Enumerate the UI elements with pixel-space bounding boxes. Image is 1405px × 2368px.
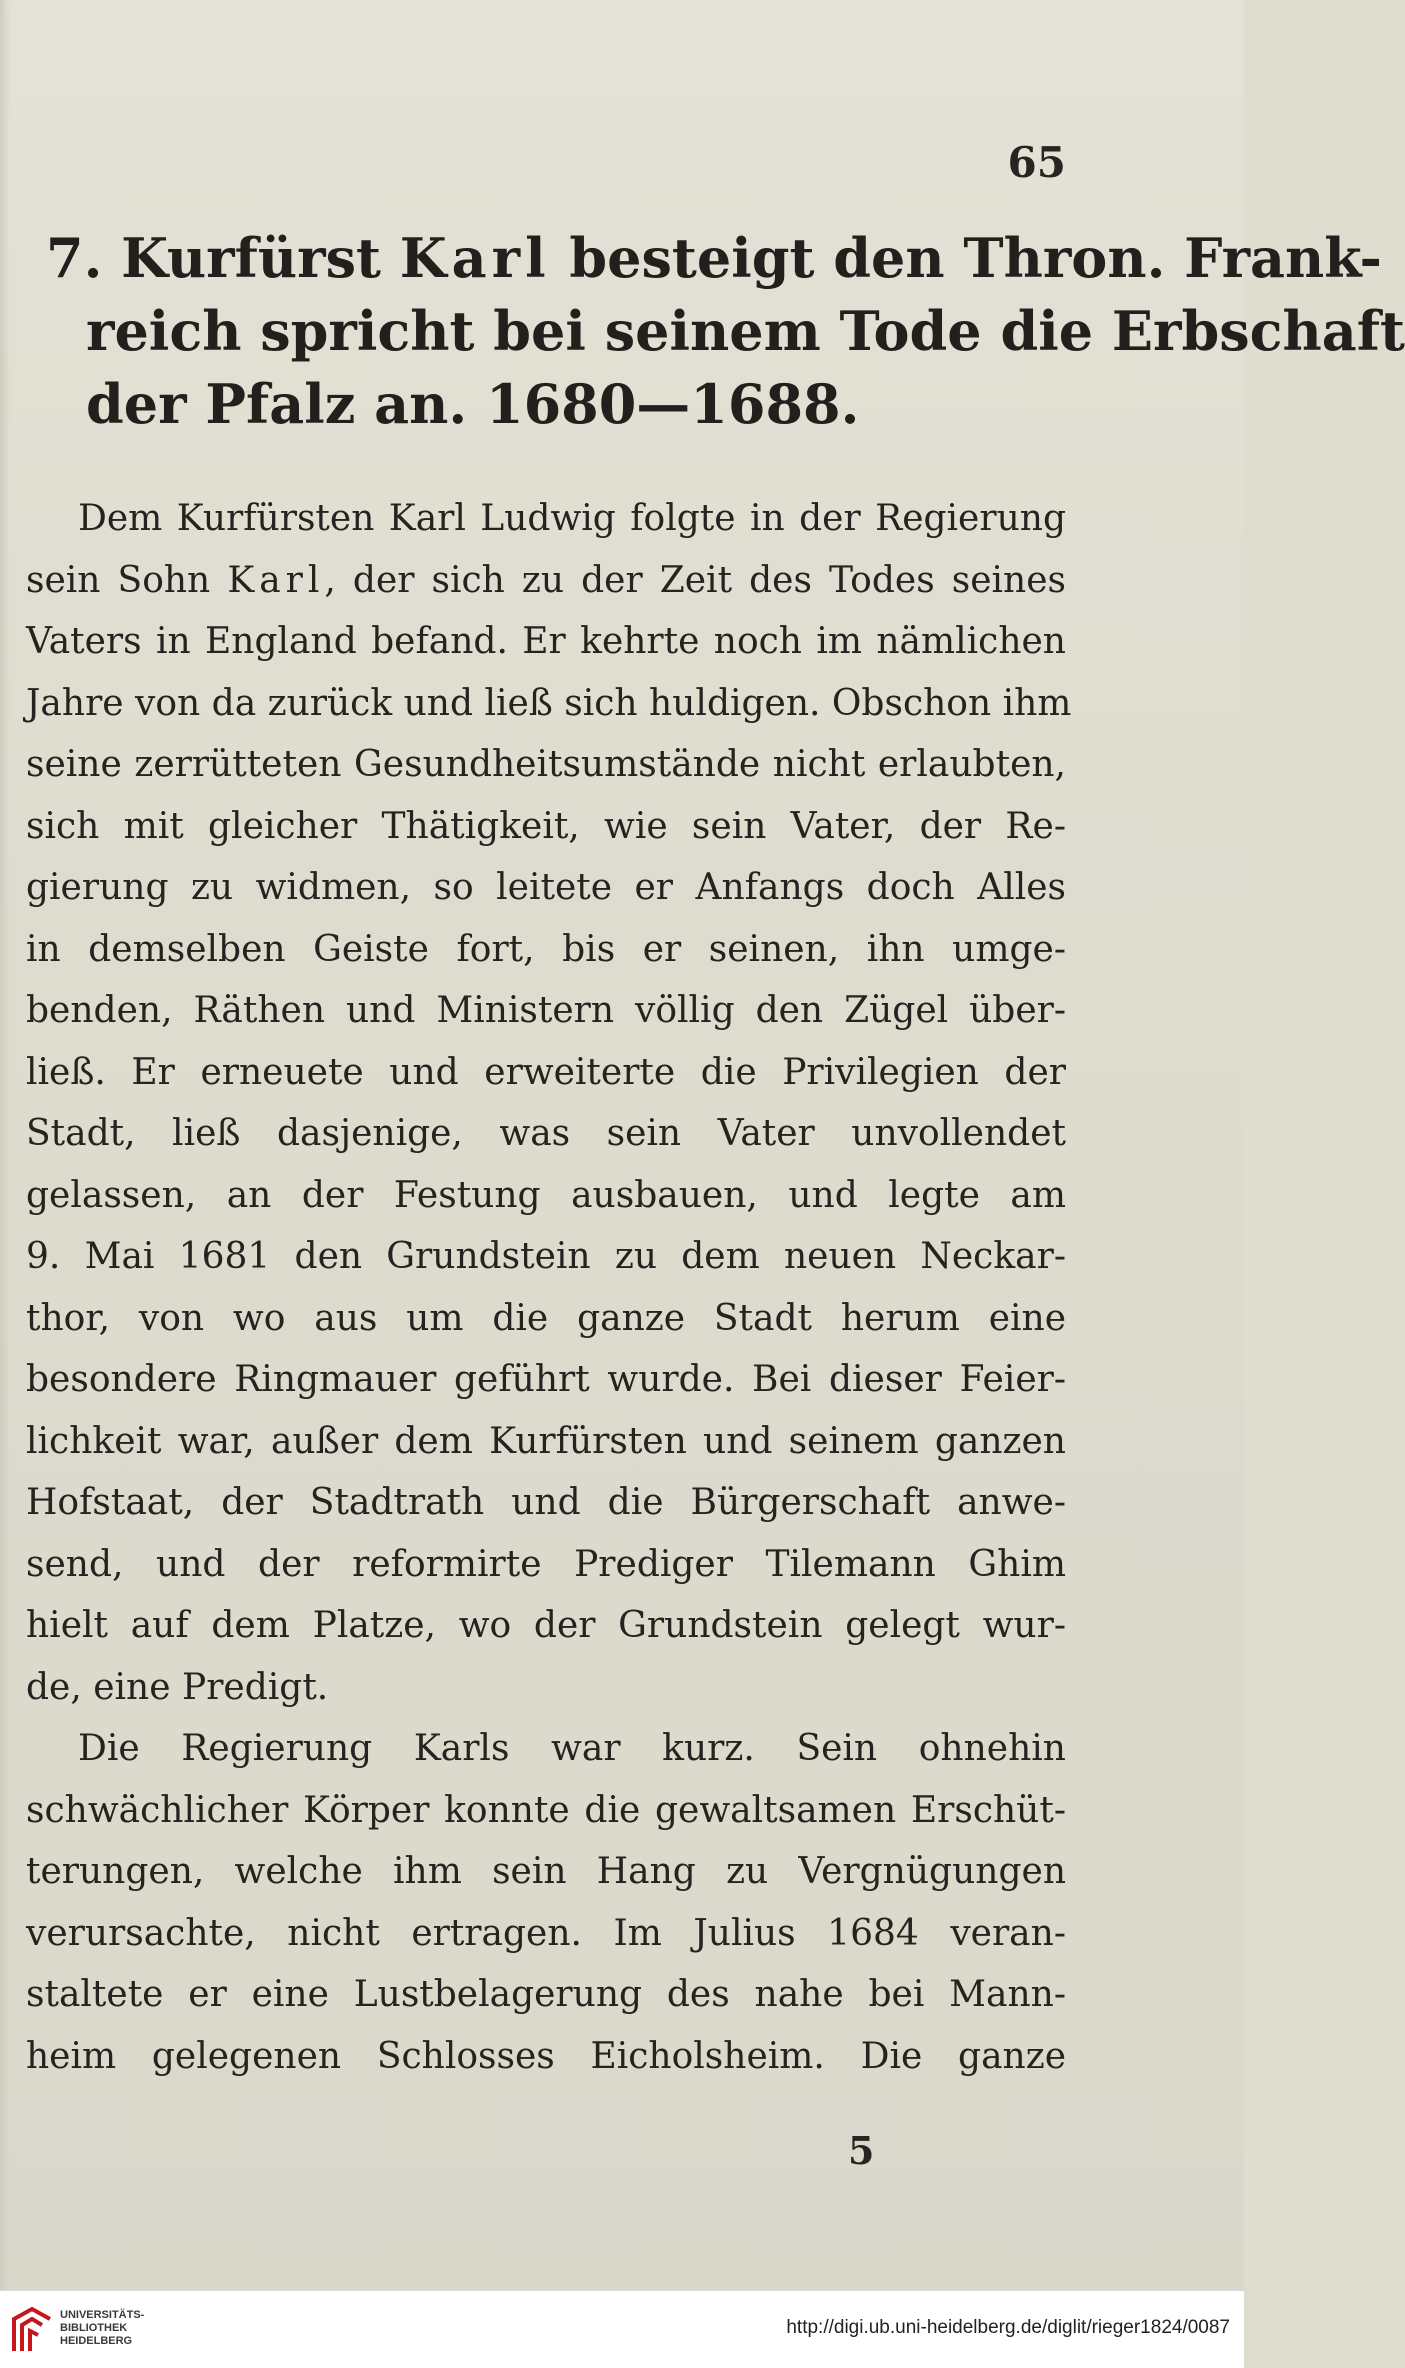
text-segment: ließ. Er erneuete und erweiterte die Privilegien der: [26, 1051, 1066, 1093]
text-line: [26, 734, 1066, 796]
text-segment: lichkeit war, außer dem Kurfürsten und seinem ganzen: [26, 1420, 1066, 1462]
text-line: [26, 1903, 1066, 1965]
text-segment: de, eine Predigt.: [26, 1666, 329, 1708]
text-segment: gelassen, an der Festung ausbauen, und legte am: [26, 1174, 1066, 1216]
text-segment: Stadt, ließ dasjenige, was sein Vater unvollendet: [26, 1113, 1066, 1154]
logo-text: [60, 2309, 144, 2348]
text-segment: besondere Ringmauer geführt wurde. Bei dieser Feier-: [26, 1359, 1066, 1400]
text-segment: terungen, welche ihm sein Hang zu Vergnügungen: [26, 1851, 1066, 1892]
text-segment: schwächlicher Körper konnte die gewaltsamen Erschüt-: [26, 1789, 1066, 1831]
text-line: [46, 295, 1405, 368]
text-segment: sich mit gleicher Thätigkeit, wie sein Vater, der Re-: [26, 805, 1066, 847]
text-segment: hielt auf dem Platze, wo der Grundstein gelegt wur-: [26, 1605, 1066, 1646]
text-segment: reich spricht bei seinem Tode die Erbschaft: [86, 299, 1405, 363]
text-line: [26, 796, 1066, 858]
text-segment: gierung zu widmen, so leitete er Anfangs doch Alles: [26, 867, 1066, 908]
text-line: [26, 2026, 1066, 2088]
text-segment: 9. Mai 1681 den Grundstein zu dem neuen Neckar-: [26, 1236, 1066, 1277]
text-line: [26, 611, 1066, 673]
signature-mark: 5: [848, 2128, 875, 2173]
text-segment: Dem Kurfürsten Karl Ludwig folgte in der Regierung: [78, 498, 1066, 539]
text-segment: seine zerrütteten Gesundheitsumstände nicht erlaubten,: [26, 744, 1066, 785]
logo-line: UNIVERSITÄTS-: [60, 2309, 145, 2321]
text-line: [26, 550, 1066, 612]
text-line: [26, 1411, 1066, 1473]
text-line: [26, 857, 1066, 919]
source-url-link[interactable]: http://digi.ub.uni-heidelberg.de/diglit/rieger1824/0087: [786, 2317, 1230, 2338]
text-line: [26, 1165, 1066, 1227]
text-segment: der Pfalz an. 1680—1688.: [86, 372, 860, 436]
text-segment: benden, Räthen und Ministern völlig den Zügel über-: [26, 990, 1066, 1031]
text-line: [26, 1103, 1066, 1165]
library-logo-icon: [10, 2305, 54, 2355]
logo-line: BIBLIOTHEK: [60, 2322, 128, 2334]
text-segment: heim gelegenen Schlosses Eicholsheim. Die ganze: [26, 2035, 1066, 2077]
text-segment: thor, von wo aus um die ganze Stadt herum eine: [26, 1297, 1066, 1339]
spaced-name: Karl: [227, 559, 325, 601]
text-line: [26, 1780, 1066, 1842]
text-line: [26, 1534, 1066, 1596]
text-line: [46, 368, 1076, 441]
page-edge-shadow: [0, 0, 10, 2290]
text-line: [46, 222, 1382, 295]
text-line: [26, 1841, 1066, 1903]
university-library-logo[interactable]: [10, 2305, 170, 2355]
text-segment: send, und der reformirte Prediger Tilemann Ghim: [26, 1543, 1066, 1585]
page-number: 65: [1007, 138, 1066, 187]
text-segment: Jahre von da zurück und ließ sich huldigen. Obschon ihm: [26, 682, 1072, 724]
text-line: [26, 980, 1066, 1042]
text-segment: in demselben Geiste fort, bis er seinen, ihn umge-: [26, 928, 1066, 970]
spaced-name: Karl: [399, 226, 551, 290]
text-segment: besteigt den Thron. Frank-: [550, 226, 1382, 290]
text-segment: 7. Kurfürst: [46, 226, 400, 290]
chapter-heading: [46, 222, 1405, 441]
text-line: [26, 919, 1066, 981]
text-line: [26, 1964, 1066, 2026]
text-segment: , der sich zu der Zeit des Todes seines: [324, 559, 1066, 601]
text-line: [26, 1226, 1066, 1288]
text-line: [26, 673, 1072, 735]
text-line: [26, 488, 1066, 550]
text-segment: Hofstaat, der Stadtrath und die Bürgerschaft anwe-: [26, 1482, 1066, 1523]
body-text: [26, 488, 1072, 2087]
text-segment: sein Sohn: [26, 559, 228, 601]
text-line: [26, 1288, 1066, 1350]
footer-bar: [0, 2290, 1244, 2368]
text-segment: verursachte, nicht ertragen. Im Julius 1684 veran-: [26, 1912, 1066, 1954]
text-line: [26, 1657, 1066, 1719]
text-segment: Die Regierung Karls war kurz. Sein ohnehin: [78, 1728, 1066, 1769]
text-line: [26, 1349, 1066, 1411]
logo-line: HEIDELBERG: [60, 2335, 133, 2347]
text-segment: staltete er eine Lustbelagerung des nahe bei Mann-: [26, 1974, 1066, 2015]
text-line: [26, 1042, 1066, 1104]
text-line: [26, 1718, 1066, 1780]
text-segment: Vaters in England befand. Er kehrte noch im nämlichen: [26, 621, 1066, 662]
text-line: [26, 1595, 1066, 1657]
text-line: [26, 1472, 1066, 1534]
